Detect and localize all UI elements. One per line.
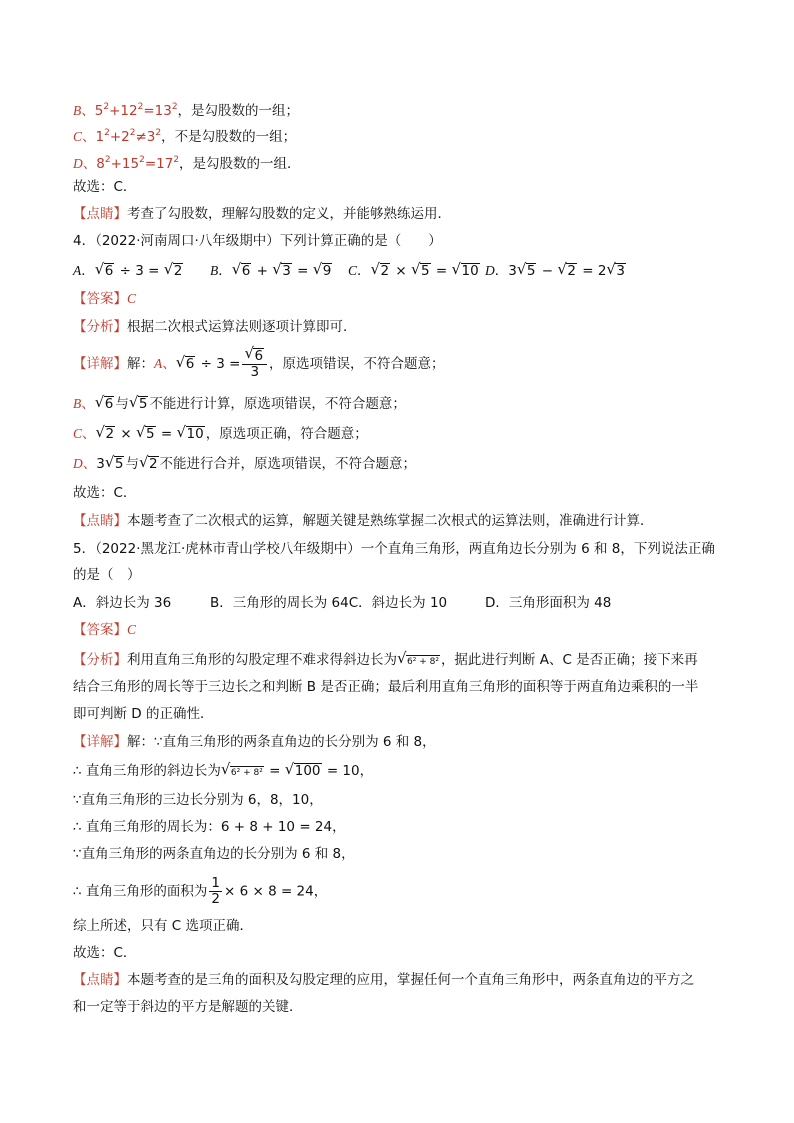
- analysis-text: 根据二次根式运算法则逐项计算即可．: [127, 319, 357, 335]
- question-5-options: [73, 594, 612, 612]
- text-line: B、$5^2+12^2=13^2$，是勾股数的一组；: [73, 102, 300, 119]
- analysis-line: 即可判断 D 的正确性．: [73, 706, 214, 722]
- detail-line: ∵直角三角形的三边长分别为 6，8，10，: [73, 792, 323, 808]
- option-d: D．3√ 5 − √ 2 = 2√ 3: [485, 262, 627, 280]
- option-a: A．√ 6 ÷ 3 = √ 2: [73, 262, 184, 280]
- note-line: [73, 205, 451, 223]
- note-tag: 【点睛】: [73, 972, 127, 988]
- text-line: D、$8^2+15^2=17^2$，是勾股数的一组．: [73, 155, 301, 172]
- note-tag: 【点睛】: [73, 513, 127, 529]
- detail-text: ，原选项错误，不符合题意；: [269, 356, 445, 372]
- option-b: B．√ 6 + √ 3 = √ 9: [210, 262, 333, 280]
- question-5-stem: 5．（2022·黑龙江·虎林市青山学校八年级期中）一个直角三角形，两直角边长分别为 6 和 8，下列说法正确: [73, 541, 715, 557]
- analysis-line: 结合三角形的周长等于三边长之和判断 B 是否正确；最后利用直角三角形的面积等于两直角边乘积的一半: [73, 679, 699, 695]
- text-line: 故选：C．: [73, 179, 137, 195]
- detail-line: C、√ 2 × √ 5 = √ 10 ，原选项正确，符合题意；: [73, 425, 368, 443]
- answer-line: [73, 621, 136, 639]
- detail-text: 不能进行合并，原选项错误，不符合题意；: [159, 456, 417, 472]
- detail-text: ∴ 直角三角形的面积为: [73, 883, 208, 900]
- detail-line: ∵直角三角形的两条直角边的长分别为 6 和 8，: [73, 846, 355, 862]
- detail-text: ，原选项正确，符合题意；: [205, 426, 368, 442]
- detail-text: 解：∵直角三角形的两条直角边的长分别为 6 和 8，: [127, 734, 436, 750]
- detail-text: 不能进行计算，原选项错误，不符合题意；: [149, 396, 406, 412]
- detail-line: 【详解】解：A、√ 6 ÷ 3 = √ $\frac{6}{3}$ ，原选项错误，不符合题意；: [73, 348, 445, 380]
- note-line: [73, 971, 694, 989]
- question-4-stem: 4．（2022·河南周口·八年级期中）下列计算正确的是（ ）: [73, 233, 442, 249]
- detail-tag: 【详解】: [73, 356, 127, 372]
- detail-line: D、3√ 5 与√ 2 不能进行合并，原选项错误，不符合题意；: [73, 455, 416, 473]
- text-line: 故选：C．: [73, 945, 137, 961]
- text-line: C、$1^2+2^2\ne 3^2$，不是勾股数的一组；: [73, 128, 297, 145]
- line-text: ，是勾股数的一组．: [179, 156, 301, 172]
- detail-text: ∴ 直角三角形的斜边长为: [73, 763, 221, 779]
- detail-line: ∴ 直角三角形的面积为 $\frac{1}{2}$ × 6 × 8 = 24，: [73, 875, 328, 907]
- question-4-options: [73, 262, 626, 280]
- analysis-tag: 【分析】: [73, 652, 127, 668]
- analysis-tag: 【分析】: [73, 319, 127, 335]
- analysis-text: ，据此进行判断 A、C 是否正确；接下来再: [440, 652, 698, 668]
- detail-line: [73, 733, 436, 751]
- detail-line: B、√ 6 与√ 5 不能进行计算，原选项错误，不符合题意；: [73, 395, 406, 413]
- question-5-stem: 的是（ ）: [73, 567, 141, 583]
- detail-tag: 【详解】: [73, 734, 127, 750]
- text-line: 故选：C．: [73, 485, 137, 501]
- line-text: ，不是勾股数的一组；: [161, 129, 297, 145]
- analysis-line: [73, 318, 357, 336]
- option-b: B．三角形的周长为 64C．斜边长为 10: [210, 595, 448, 611]
- detail-line: 综上所述，只有 C 选项正确．: [73, 918, 254, 934]
- detail-line: ∴ 直角三角形的周长为：6 + 8 + 10 = 24，: [73, 819, 346, 835]
- note-tag: 【点睛】: [73, 206, 127, 222]
- analysis-text: 利用直角三角形的勾股定理不难求得斜边长为: [127, 652, 397, 668]
- answer-line: [73, 290, 136, 308]
- note-text: 本题考查了二次根式的运算，解题关键是熟练掌握二次根式的运算法则，准确进行计算．: [127, 513, 654, 529]
- option-a: A．斜边长为 36: [73, 595, 172, 611]
- note-text: 考查了勾股数，理解勾股数的定义，并能够熟练运用．: [127, 206, 451, 222]
- detail-text: = 10，: [326, 763, 374, 779]
- line-text: ，是勾股数的一组；: [177, 103, 300, 119]
- option-d: D．三角形面积为 48: [485, 595, 612, 611]
- answer-tag: 【答案】: [73, 622, 127, 638]
- answer-value: C: [127, 622, 137, 637]
- note-text: 本题考查的是三角的面积及勾股定理的应用，掌握任何一个直角三角形中，两条直角边的平方之: [127, 972, 694, 988]
- answer-value: C: [127, 291, 137, 306]
- detail-text: × 6 × 8 = 24，: [223, 883, 328, 900]
- option-c: C．√ 2 × √ 5 = √ 10: [348, 262, 481, 280]
- note-line: 和一定等于斜边的平方是解题的关键．: [73, 999, 303, 1015]
- note-line: [73, 512, 654, 530]
- answer-tag: 【答案】: [73, 291, 127, 307]
- analysis-line: 【分析】利用直角三角形的勾股定理不难求得斜边长为√ 6² + 8² ，据此进行判断 A、C 是否正确；接下来再: [73, 651, 698, 669]
- detail-line: ∴ 直角三角形的斜边长为√ 6² + 8² = √ 100 = 10，: [73, 762, 373, 780]
